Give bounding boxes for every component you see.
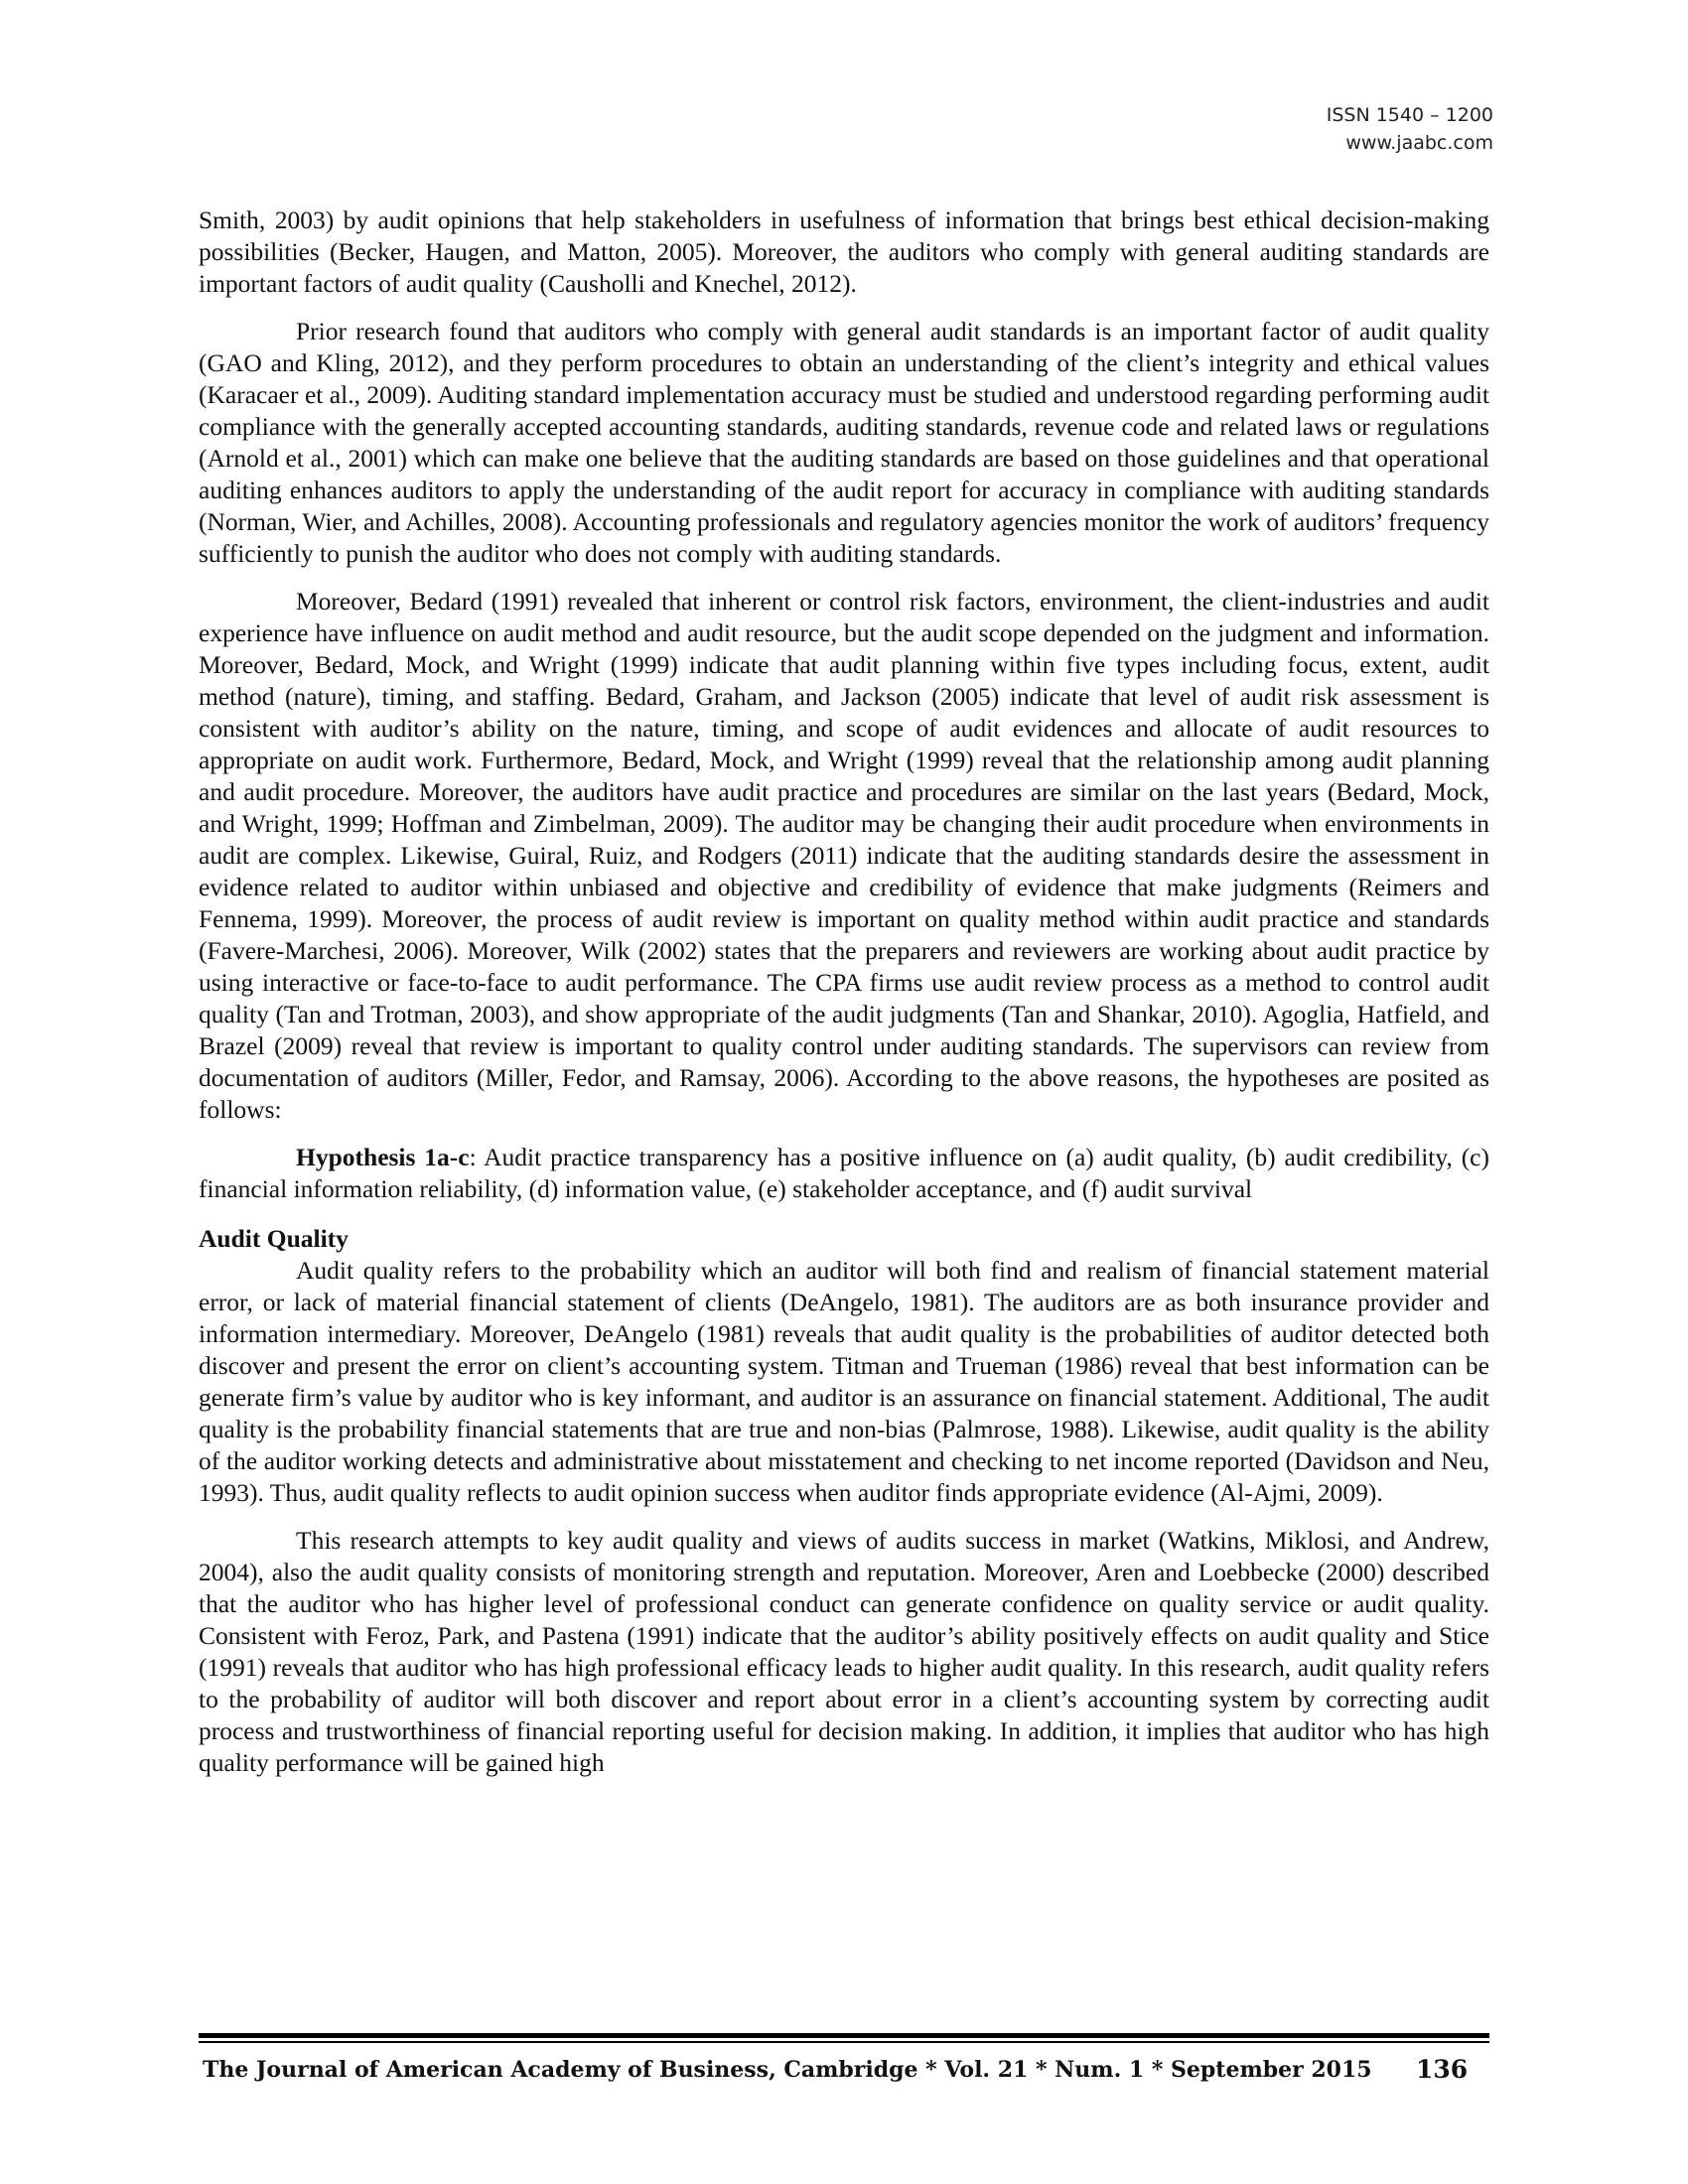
page-number: 136: [1416, 2055, 1469, 2084]
journal-website: www.jaabc.com: [1345, 132, 1493, 154]
issn-number: ISSN 1540 – 1200: [1326, 104, 1493, 126]
hypothesis-label: Hypothesis 1a-c: [296, 1143, 470, 1171]
footer-journal-citation: The Journal of American Academy of Business, Cambridge * Vol. 21 * Num. 1 * September 2015: [203, 2057, 1372, 2083]
article-body: [199, 205, 1489, 1779]
page-header: [1327, 101, 1493, 157]
section-heading: Audit Quality: [199, 1224, 349, 1253]
paragraph-4: Audit quality refers to the probability which an auditor will both find and realism of financial statement material error, or lack of material financial statement of clients (DeAngelo, 1981). The auditors are as both insurance provider and information intermediary. Moreover, DeAngelo (1981) reveals that audit quality is the probabilities of auditor detected both discover and present the error on client’s accounting system. Titman and Trueman (1986) reveal that best information can be generate firm’s value by auditor who is key informant, and auditor is an assurance on financial statement. Additional, The audit quality is the probability financial statements that are true and non-bias (Palmrose, 1988). Likewise, audit quality is the ability of the auditor working detects and administrative about misstatement and checking to net income reported (Davidson and Neu, 1993). Thus, audit quality reflects to audit opinion success when auditor finds appropriate evidence (Al-Ajmi, 2009).: [199, 1256, 1489, 1507]
hypothesis-paragraph: [199, 1142, 1489, 1205]
paragraph-5: This research attempts to key audit quality and views of audits success in market (Watkins, Miklosi, and Andrew, 2004), also the audit quality consists of monitoring strength and reputation. Moreover, Aren and Loebbecke (2000) described that the auditor who has higher level of professional conduct can generate confidence on quality service or audit quality. Consistent with Feroz, Park, and Pastena (1991) indicate that the auditor’s ability positively effects on audit quality and Stice (1991) reveals that auditor who has high professional efficacy leads to higher audit quality. In this research, audit quality refers to the probability of auditor will both discover and report about error in a client’s accounting system by correcting audit process and trustworthiness of financial reporting useful for decision making. In addition, it implies that auditor who has high quality performance will be gained high: [199, 1526, 1489, 1777]
footer-rule-thin: [199, 2041, 1489, 2043]
paragraph-1: Smith, 2003) by audit opinions that help stakeholders in usefulness of information that brings best ethical decision-making possibilities (Becker, Haugen, and Matton, 2005). Moreover, the auditors who comply with general auditing standards are important factors of audit quality (Causholli and Knechel, 2012).: [199, 205, 1489, 298]
hypothesis-text: : Audit practice transparency has a positive influence on (a) audit quality, (b) audit credibility, (c) financial information reliability, (d) information value, (e) stakeholder acceptance, and (f) audit survival: [199, 1143, 1489, 1203]
paragraph-2: Prior research found that auditors who comply with general audit standards is an important factor of audit quality (GAO and Kling, 2012), and they perform procedures to obtain an understanding of the client’s integrity and ethical values (Karacaer et al., 2009). Auditing standard implementation accuracy must be studied and understood regarding performing audit compliance with the generally accepted accounting standards, auditing standards, revenue code and related laws or regulations (Arnold et al., 2001) which can make one believe that the auditing standards are based on those guidelines and that operational auditing enhances auditors to apply the understanding of the audit report for accuracy in compliance with auditing standards (Norman, Wier, and Achilles, 2008). Accounting professionals and regulatory agencies monitor the work of auditors’ frequency sufficiently to punish the auditor who does not comply with auditing standards.: [199, 317, 1489, 568]
footer-rule-thick: [199, 2033, 1489, 2038]
paragraph-3: Moreover, Bedard (1991) revealed that inherent or control risk factors, environment, the client-industries and audit experience have influence on audit method and audit resource, but the audit scope depended on the judgment and information. Moreover, Bedard, Mock, and Wright (1999) indicate that audit planning within five types including focus, extent, audit method (nature), timing, and staffing. Bedard, Graham, and Jackson (2005) indicate that level of audit risk assessment is consistent with auditor’s ability on the nature, timing, and scope of audit evidences and allocate of audit resources to appropriate on audit work. Furthermore, Bedard, Mock, and Wright (1999) reveal that the relationship among audit planning and audit procedure. Moreover, the auditors have audit practice and procedures are similar on the last years (Bedard, Mock, and Wright, 1999; Hoffman and Zimbelman, 2009). The auditor may be changing their audit procedure when environments in audit are complex. Likewise, Guiral, Ruiz, and Rodgers (2011) indicate that the auditing standards desire the assessment in evidence related to auditor within unbiased and objective and credibility of evidence that make judgments (Reimers and Fennema, 1999). Moreover, the process of audit review is important on quality method within audit practice and standards (Favere-Marchesi, 2006). Moreover, Wilk (2002) states that the preparers and reviewers are working about audit practice by using interactive or face-to-face to audit performance. The CPA firms use audit review process as a method to control audit quality (Tan and Trotman, 2003), and show appropriate of the audit judgments (Tan and Shankar, 2010). Agoglia, Hatfield, and Brazel (2009) reveal that review is important to quality control under auditing standards. The supervisors can review from documentation of auditors (Miller, Fedor, and Ramsay, 2006). According to the above reasons, the hypotheses are posited as follows:: [199, 587, 1489, 1124]
